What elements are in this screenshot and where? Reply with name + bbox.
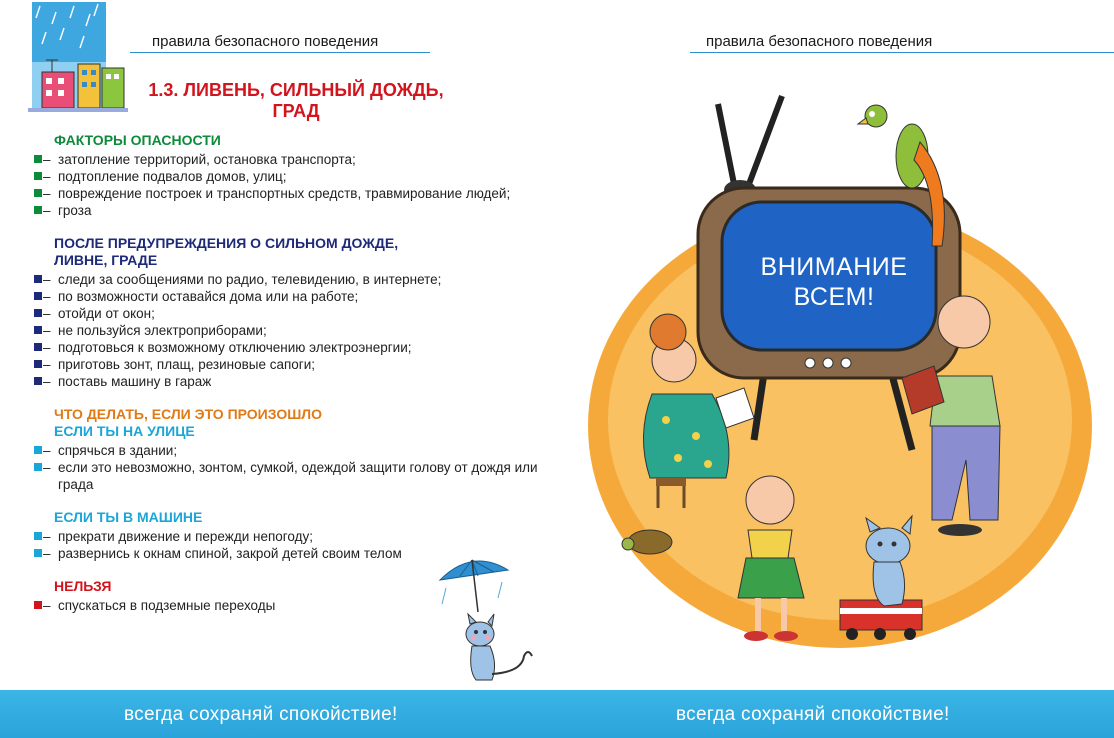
list-item: – отойди от окон; [34, 305, 554, 322]
list-item: – гроза [34, 202, 554, 219]
list-item: – прекрати движение и пережди непогоду; [34, 528, 554, 545]
on-street-heading: ЕСЛИ ТЫ НА УЛИЦЕ [54, 423, 195, 439]
list-item: – если это невозможно, зонтом, сумкой, одеждой защити голову от дождя или града [34, 459, 554, 493]
tv-screen-text [736, 252, 932, 312]
list-item: – по возможности оставайся дома или на работе; [34, 288, 554, 305]
tv-screen-line2: ВСЕМ! [793, 283, 875, 311]
section-title-line2: ГРАД [272, 101, 320, 121]
footer-left-text: всегда сохраняй спокойствие! [124, 704, 398, 725]
header-right-text: правила безопасного поведения [706, 33, 933, 50]
list-item: – затопление территорий, остановка транспорта; [34, 151, 554, 168]
header-left-text: правила безопасного поведения [152, 33, 379, 50]
list-item: – следи за сообщениями по радио, телевидению, в интернете; [34, 271, 554, 288]
header-right-rule [690, 52, 1114, 53]
list-item: – подтопление подвалов домов, улиц; [34, 168, 554, 185]
list-item: – повреждение построек и транспортных средств, травмирование людей; [34, 185, 554, 202]
small-boy [746, 476, 794, 524]
cat-on-train [866, 528, 910, 564]
rainy-city-illustration [28, 2, 132, 120]
list-item: – не пользуйся электроприборами; [34, 322, 554, 339]
list-item: – спускаться в подземные переходы [34, 597, 554, 614]
after-warning-heading-line1: ПОСЛЕ ПРЕДУПРЕЖДЕНИЯ О СИЛЬНОМ ДОЖДЕ, [54, 235, 399, 251]
turtle [628, 530, 672, 554]
section-title-line1: 1.3. ЛИВЕНЬ, СИЛЬНЫЙ ДОЖДЬ, [148, 80, 444, 100]
boy-looking-up [938, 296, 990, 348]
tv-screen-line1: ВНИМАНИЕ [760, 253, 908, 281]
list-item: – развернись к окнам спиной, закрой детей своим телом [34, 545, 554, 562]
after-warning-group [34, 235, 554, 390]
hazard-factors-heading: ФАКТОРЫ ОПАСНОСТИ [54, 132, 221, 148]
hazard-factors-group [34, 132, 554, 219]
header-left-rule [130, 52, 430, 53]
list-item: – приготовь зонт, плащ, резиновые сапоги; [34, 356, 554, 373]
cat-with-umbrella-illustration [432, 552, 542, 692]
if-happened-heading: ЧТО ДЕЛАТЬ, ЕСЛИ ЭТО ПРОИЗОШЛО [54, 406, 323, 422]
after-warning-heading-line2: ЛИВНЕ, ГРАДЕ [54, 252, 158, 268]
section-title [136, 80, 456, 122]
forbidden-heading: НЕЛЬЗЯ [54, 578, 112, 594]
list-item: – спрячься в здании; [34, 442, 554, 459]
tv-family-illustration [540, 60, 1100, 690]
list-item: – подготовься к возможному отключению электроэнергии; [34, 339, 554, 356]
footer-right-text: всегда сохраняй спокойствие! [676, 704, 950, 725]
in-car-heading: ЕСЛИ ТЫ В МАШИНЕ [54, 509, 203, 525]
list-item: – поставь машину в гараж [34, 373, 554, 390]
toy-train [840, 600, 922, 630]
if-happened-group [34, 406, 554, 493]
